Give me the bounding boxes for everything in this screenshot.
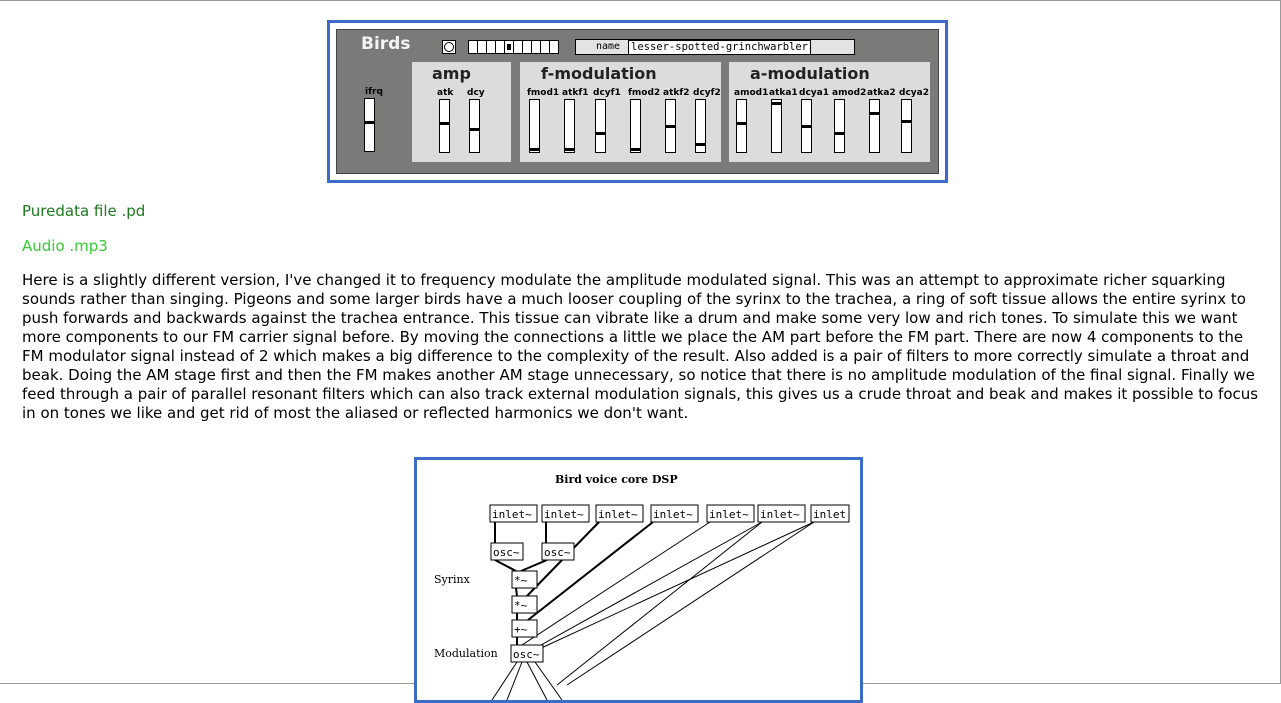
dsp-figure [414,457,863,703]
osc-2-label: osc~ [544,546,571,559]
patch-wire [492,662,517,700]
patch-wire [495,560,516,571]
slider-label-dcyf2: dcyf2 [693,88,721,98]
group-title-amp: amp [432,64,471,83]
slider-thumb[interactable] [666,125,675,128]
osc-1-label: osc~ [493,546,520,559]
patch-wire [527,662,547,700]
inlet-2-label: inlet~ [544,508,584,521]
slider-thumb[interactable] [696,143,705,146]
atka1-slider[interactable] [771,99,782,153]
dsp-wires [492,522,814,700]
dsp-title: Bird voice core DSP [555,473,678,486]
patch-wire [557,522,762,685]
audio-mp3-link[interactable]: Audio .mp3 [22,237,108,255]
slider-thumb[interactable] [870,112,879,115]
atkf2-slider[interactable] [665,99,676,153]
inlet-1-label: inlet~ [492,508,532,521]
slider-thumb[interactable] [631,148,640,151]
atka2-slider[interactable] [869,99,880,153]
slider-label-ifrq: ifrq [365,87,383,97]
inlet-5-label: inlet~ [709,508,749,521]
patch-wire [535,662,562,700]
patch-wire [507,662,522,700]
syrinx-label: Syrinx [434,573,470,586]
mod-osc-label: osc~ [513,648,540,661]
slider-label-atkf2: atkf2 [663,88,690,98]
name-value[interactable]: lesser-spotted-grinchwarbler [628,40,811,55]
amp-group [412,62,511,162]
f-modulation-group [520,62,721,162]
bang-button[interactable] [442,40,456,54]
patch-wire [567,522,814,685]
inlet-3-label: inlet~ [598,508,638,521]
inlet-7-label: inlet [813,508,847,521]
birds-gui-figure [327,20,948,183]
name-label: name [596,41,621,52]
fmod1-slider[interactable] [529,99,540,153]
dcy-slider[interactable] [469,99,480,153]
patch-wire [537,522,814,650]
slider-label-dcya1: dcya1 [799,88,829,98]
name-field [575,39,855,55]
multiply-2-label: *~ [514,599,528,612]
dsp-boxes [490,505,849,662]
slider-label-dcya2: dcya2 [899,88,929,98]
slider-thumb[interactable] [565,148,574,151]
atk-slider[interactable] [439,99,450,153]
slider-thumb[interactable] [440,122,449,125]
slider-thumb[interactable] [902,120,911,123]
slider-label-fmod2: fmod2 [628,88,661,98]
slider-label-amod2: amod2 [832,88,867,98]
patch-wire [516,588,517,596]
dsp-patch-diagram [417,460,860,700]
slider-thumb[interactable] [470,128,479,131]
dcya2-slider[interactable] [901,99,912,153]
slider-label-atka1: atka1 [769,88,798,98]
slider-label-amod1: amod1 [734,88,769,98]
modulation-label: Modulation [434,647,498,660]
birds-panel [336,29,939,174]
slider-thumb[interactable] [596,132,605,135]
slider-label-atk: atk [437,88,454,98]
patch-wire [521,560,547,571]
multiply-1-label: *~ [514,574,528,587]
dcyf2-slider[interactable] [695,99,706,153]
amod1-slider[interactable] [736,99,747,153]
slider-label-dcyf1: dcyf1 [593,88,621,98]
puredata-file-link[interactable]: Puredata file .pd [22,202,146,220]
a-modulation-group [729,62,930,162]
slider-label-dcy: dcy [467,88,485,98]
fmod2-slider[interactable] [630,99,641,153]
slider-thumb[interactable] [772,102,781,105]
slider-label-atka2: atka2 [867,88,896,98]
radio-cell[interactable] [549,40,559,54]
dcyf1-slider[interactable] [595,99,606,153]
slider-thumb[interactable] [737,122,746,125]
slider-thumb[interactable] [530,148,539,151]
group-title-f-modulation: f-modulation [541,64,657,83]
add-1-label: +~ [514,623,528,636]
slider-thumb[interactable] [365,121,374,124]
slider-thumb[interactable] [802,125,811,128]
ifrq-slider[interactable] [364,98,375,152]
inlet-6-label: inlet~ [760,508,800,521]
inlet-4-label: inlet~ [653,508,693,521]
body-paragraph: Here is a slightly different version, I've changed it to frequency modulate the amplitude modulated signal. This was an attempt to approximate richer squarking sounds rather than singing. Pigeons and some larger birds have a much looser coupling of the syrinx to the trachea, a ring of soft tissue allows the entire syrinx to push forwards and backwards against the trachea entrance. This tissue can vibrate like a drum and make some very low and rich tones. To simulate this we want more components to our FM carrier signal before. By moving the connections a little we place the AM part before the FM part. There are now 4 components to the FM modulator signal instead of 2 which makes a big difference to the complexity of the result. Also added is a pair of filters to more correctly simulate a throat and beak. Doing the AM stage first and then the FM makes another AM stage unnecessary, so notice that there is no amplitude modulation of the final signal. Finally we feed through a pair of parallel resonant filters which can also track external modulation signals, this gives us a crude throat and beak and makes it possible to focus in on tones we like and get rid of most the aliased or reflected harmonics we don't want. [22,271,1259,422]
amod2-slider[interactable] [834,99,845,153]
atkf1-slider[interactable] [564,99,575,153]
birds-title: Birds [361,34,411,54]
slider-label-fmod1: fmod1 [527,88,560,98]
group-title-a-modulation: a-modulation [750,64,870,83]
radio-selector[interactable] [469,40,559,54]
patch-wire [532,522,762,650]
slider-thumb[interactable] [835,132,844,135]
slider-label-atkf1: atkf1 [562,88,589,98]
dcya1-slider[interactable] [801,99,812,153]
